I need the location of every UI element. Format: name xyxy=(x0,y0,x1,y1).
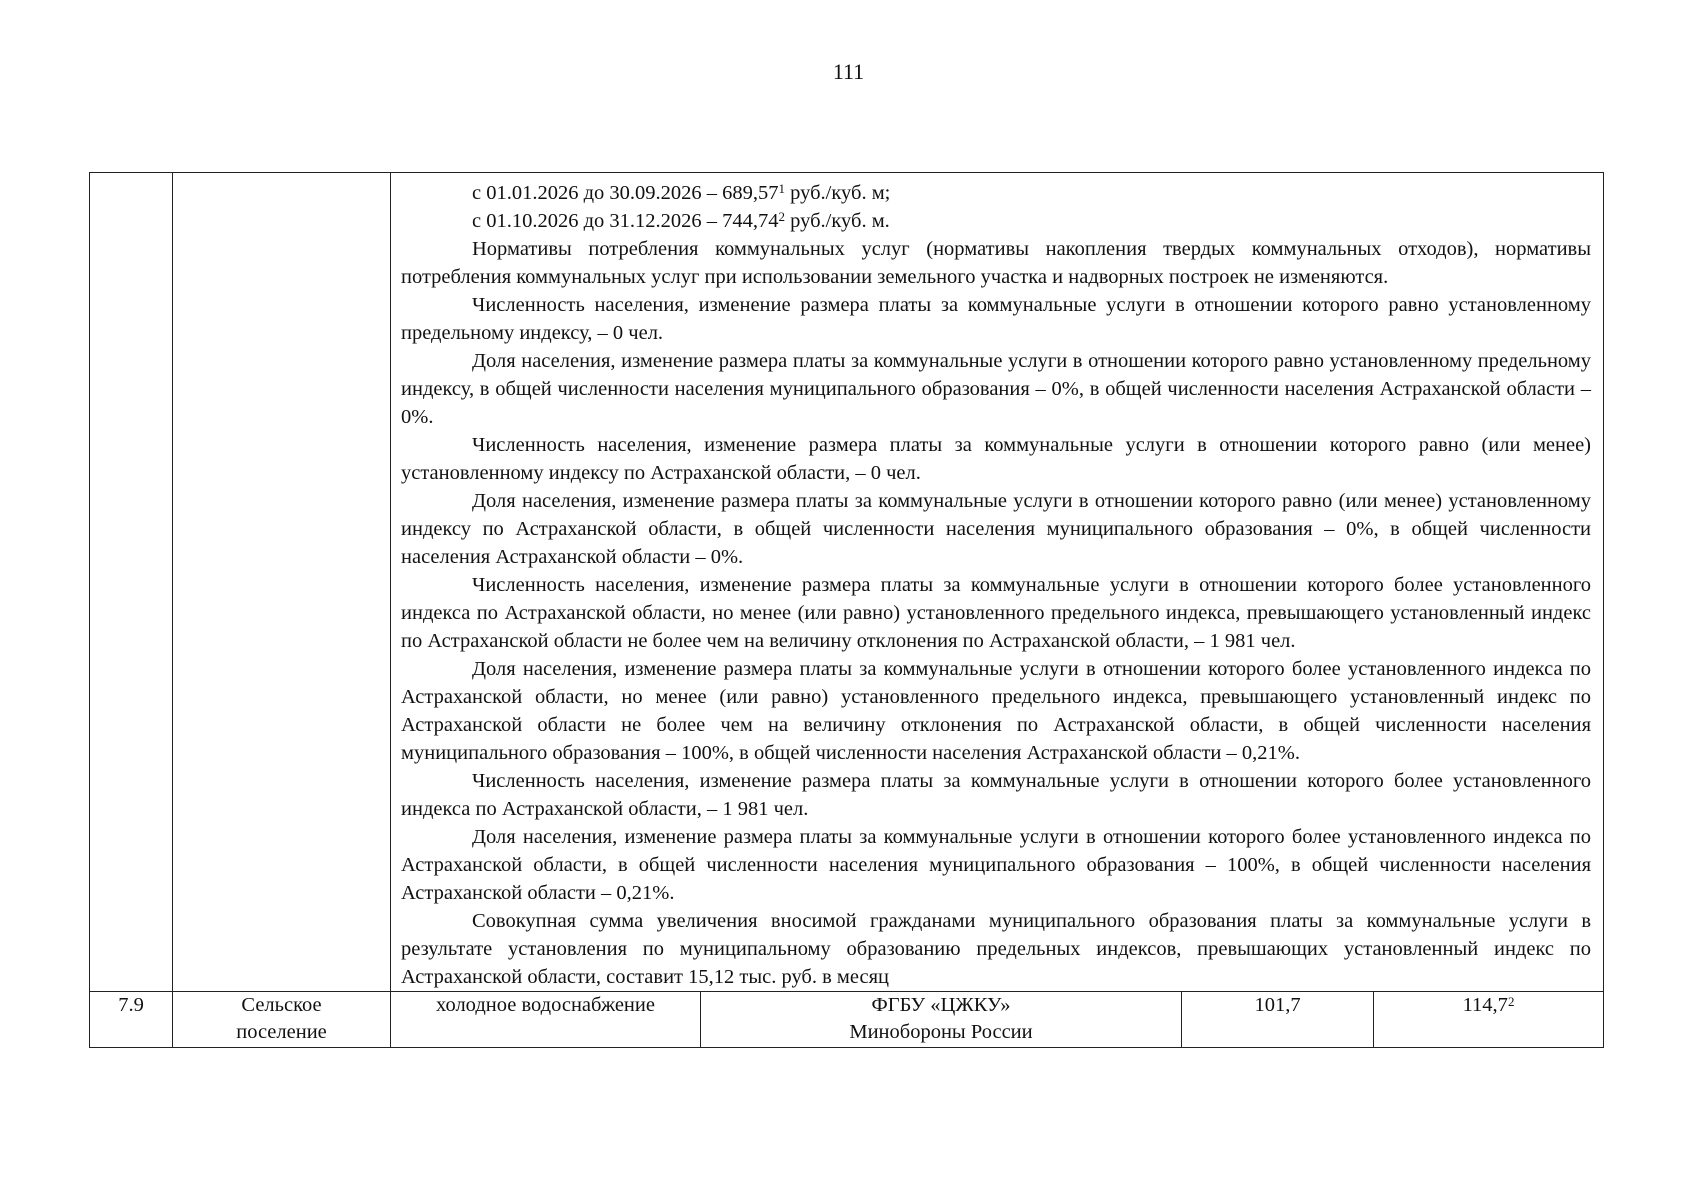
paragraph-population-above-index: Численность населения, изменение размера платы за коммунальные услуги в отношении которого более установленного индекса по Астраханской области, – 1 981 чел. xyxy=(401,770,1592,820)
table-row-continuation xyxy=(90,173,1604,992)
paragraph-population-below-index: Численность населения, изменение размера платы за коммунальные услуги в отношении которого равно (или менее) установленному индексу по Астраханской области, – 0 чел. xyxy=(401,434,1592,484)
paragraph-share-equal-limit: Доля населения, изменение размера платы за коммунальные услуги в отношении которого равно установленному предельному индексу, в общей численности населения муниципального образования – 0%, в общей численности населения Астраханской области – 0%. xyxy=(401,350,1592,428)
settlement-line-2: поселение xyxy=(236,1021,327,1043)
cell-number-empty xyxy=(90,173,173,992)
table-row-7-9 xyxy=(90,992,1604,1048)
paragraph-share-below-index: Доля населения, изменение размера платы за коммунальные услуги в отношении которого равно (или менее) установленному индексу по Астраханской области, в общей численности населения муниципального образования – 0%, в общей численности населения Астраханской области – 0%. xyxy=(401,490,1592,568)
paragraph-tariff-period-2: с 01.10.2026 до 31.12.2026 – 744,74$^2$ руб./куб. м. xyxy=(472,209,890,232)
cell-row-number: 7.9 xyxy=(90,992,173,1048)
paragraph-norms: Нормативы потребления коммунальных услуг (нормативы накопления твердых коммунальных отходов), нормативы потребления коммунальных услуг при использовании земельного участка и надворных построек не изменяются. xyxy=(401,238,1592,288)
description-cell xyxy=(391,173,1604,992)
page-number: 111 xyxy=(832,59,865,84)
paragraph-population-within-deviation: Численность населения, изменение размера платы за коммунальные услуги в отношении которого более установленного индекса по Астраханской области, но менее (или равно) установленного предельного индекса, превышающего установленный индекс по Астраханской области не более чем на величину отклонения по Астраханской области, – 1 981 чел. xyxy=(401,574,1592,652)
provider-line-2: Минобороны России xyxy=(849,1021,1033,1043)
cell-value-2: 114,7$^2$ xyxy=(1374,992,1604,1048)
paragraph-share-within-deviation: Доля населения, изменение размера платы за коммунальные услуги в отношении которого более установленного индекса по Астраханской области, но менее (или равно) установленного предельного индекса, превышающего установленный индекс по Астраханской области не более чем на величину отклонения по Астраханской области, в общей численности населения муниципального образования – 100%, в общей численности населения Астраханской области – 0,21%. xyxy=(401,658,1592,764)
tariff-table xyxy=(89,172,1604,1048)
cell-settlement-empty xyxy=(173,173,391,992)
settlement-line-1: Сельское xyxy=(241,994,322,1016)
paragraph-tariff-period-1: с 01.01.2026 до 30.09.2026 – 689,57$^1$ руб./куб. м; xyxy=(472,181,891,204)
cell-settlement xyxy=(173,992,391,1048)
paragraph-population-equal-limit: Численность населения, изменение размера платы за коммунальные услуги в отношении которого равно установленному предельному индексу, – 0 чел. xyxy=(401,294,1592,344)
paragraph-total-increase: Совокупная сумма увеличения вносимой гражданами муниципального образования платы за коммунальные услуги в результате установления по муниципальному образованию предельных индексов, превышающих установленный индекс по Астраханской области, составит 15,12 тыс. руб. в месяц xyxy=(401,910,1592,988)
paragraph-share-above-index: Доля населения, изменение размера платы за коммунальные услуги в отношении которого более установленного индекса по Астраханской области, в общей численности населения муниципального образования – 100%, в общей численности населения Астраханской области – 0,21%. xyxy=(401,826,1592,904)
provider-line-1: ФГБУ «ЦЖКУ» xyxy=(871,994,1011,1016)
cell-provider xyxy=(701,992,1182,1048)
cell-service: холодное водоснабжение xyxy=(391,992,701,1048)
cell-value-1: 101,7 xyxy=(1182,992,1374,1048)
